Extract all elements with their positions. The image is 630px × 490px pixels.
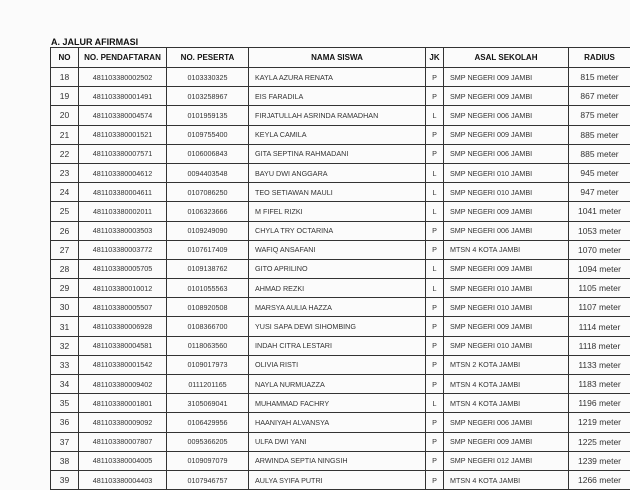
cell-nama-siswa: EIS FARADILA [249, 87, 426, 106]
cell-asal-sekolah: SMP NEGERI 012 JAMBI [444, 451, 569, 470]
cell-radius: 1196 meter [569, 394, 630, 413]
cell-no: 28 [51, 259, 79, 278]
header-nama-siswa: NAMA SISWA [249, 48, 426, 68]
cell-asal-sekolah: SMP NEGERI 010 JAMBI [444, 279, 569, 298]
cell-jk: P [426, 240, 444, 259]
cell-jk: P [426, 317, 444, 336]
cell-nama-siswa: TEO SETIAWAN MAULI [249, 183, 426, 202]
cell-jk: P [426, 125, 444, 144]
cell-no-pendaftaran: 481103380005507 [79, 298, 167, 317]
cell-no-peserta: 0103258967 [167, 87, 249, 106]
cell-no-pendaftaran: 481103380003772 [79, 240, 167, 259]
cell-radius: 815 meter [569, 68, 630, 87]
cell-no-peserta: 3105069041 [167, 394, 249, 413]
cell-nama-siswa: MARSYA AULIA HAZZA [249, 298, 426, 317]
cell-no-pendaftaran: 481103380001801 [79, 394, 167, 413]
cell-asal-sekolah: SMP NEGERI 009 JAMBI [444, 202, 569, 221]
cell-no-peserta: 0109755400 [167, 125, 249, 144]
cell-no-pendaftaran: 481103380004005 [79, 451, 167, 470]
cell-asal-sekolah: MTSN 4 KOTA JAMBI [444, 375, 569, 394]
cell-asal-sekolah: MTSN 4 KOTA JAMBI [444, 394, 569, 413]
cell-jk: P [426, 336, 444, 355]
cell-asal-sekolah: SMP NEGERI 009 JAMBI [444, 259, 569, 278]
cell-asal-sekolah: SMP NEGERI 009 JAMBI [444, 87, 569, 106]
cell-asal-sekolah: SMP NEGERI 009 JAMBI [444, 432, 569, 451]
cell-asal-sekolah: SMP NEGERI 009 JAMBI [444, 68, 569, 87]
cell-radius: 1183 meter [569, 375, 630, 394]
header-asal-sekolah: ASAL SEKOLAH [444, 48, 569, 68]
cell-jk: P [426, 413, 444, 432]
table-row [51, 394, 630, 413]
cell-nama-siswa: AULYA SYIFA PUTRI [249, 470, 426, 489]
header-jk: JK [426, 48, 444, 68]
cell-no-pendaftaran: 481103380010012 [79, 279, 167, 298]
cell-radius: 867 meter [569, 87, 630, 106]
cell-no: 33 [51, 355, 79, 374]
cell-radius: 1107 meter [569, 298, 630, 317]
cell-nama-siswa: GITO APRILINO [249, 259, 426, 278]
student-table [50, 47, 630, 490]
cell-radius: 1041 meter [569, 202, 630, 221]
cell-radius: 947 meter [569, 183, 630, 202]
cell-radius: 1070 meter [569, 240, 630, 259]
cell-nama-siswa: ULFA DWI YANI [249, 432, 426, 451]
table-row [51, 221, 630, 240]
cell-jk: L [426, 259, 444, 278]
cell-radius: 1118 meter [569, 336, 630, 355]
cell-asal-sekolah: SMP NEGERI 006 JAMBI [444, 221, 569, 240]
cell-no: 38 [51, 451, 79, 470]
cell-asal-sekolah: SMP NEGERI 010 JAMBI [444, 183, 569, 202]
cell-jk: L [426, 163, 444, 182]
cell-radius: 885 meter [569, 125, 630, 144]
cell-jk: L [426, 202, 444, 221]
cell-no-pendaftaran: 481103380001542 [79, 355, 167, 374]
cell-asal-sekolah: SMP NEGERI 006 JAMBI [444, 144, 569, 163]
cell-radius: 1266 meter [569, 470, 630, 489]
cell-no-peserta: 0109249090 [167, 221, 249, 240]
cell-no-pendaftaran: 481103380009402 [79, 375, 167, 394]
cell-no-peserta: 0109097079 [167, 451, 249, 470]
table-row [51, 317, 630, 336]
cell-jk: P [426, 451, 444, 470]
cell-no-peserta: 0107617409 [167, 240, 249, 259]
header-no-peserta: NO. PESERTA [167, 48, 249, 68]
cell-nama-siswa: M FIFEL RIZKI [249, 202, 426, 221]
cell-nama-siswa: FIRJATULLAH ASRINDA RAMADHAN [249, 106, 426, 125]
table-row [51, 125, 630, 144]
cell-no: 26 [51, 221, 79, 240]
cell-radius: 945 meter [569, 163, 630, 182]
table-row [51, 183, 630, 202]
cell-no: 31 [51, 317, 79, 336]
cell-asal-sekolah: SMP NEGERI 010 JAMBI [444, 298, 569, 317]
cell-no: 29 [51, 279, 79, 298]
cell-jk: P [426, 432, 444, 451]
cell-nama-siswa: WAFIQ ANSAFANI [249, 240, 426, 259]
table-row [51, 298, 630, 317]
cell-asal-sekolah: SMP NEGERI 006 JAMBI [444, 106, 569, 125]
cell-jk: P [426, 87, 444, 106]
cell-no-peserta: 0095366205 [167, 432, 249, 451]
cell-no: 20 [51, 106, 79, 125]
cell-no-peserta: 0108366700 [167, 317, 249, 336]
cell-no-pendaftaran: 481103380007571 [79, 144, 167, 163]
cell-asal-sekolah: SMP NEGERI 006 JAMBI [444, 413, 569, 432]
cell-no: 19 [51, 87, 79, 106]
table-row [51, 163, 630, 182]
cell-no: 23 [51, 163, 79, 182]
cell-no-pendaftaran: 481103380002502 [79, 68, 167, 87]
cell-jk: P [426, 355, 444, 374]
cell-nama-siswa: KEYLA CAMILA [249, 125, 426, 144]
cell-jk: P [426, 298, 444, 317]
cell-jk: L [426, 394, 444, 413]
cell-asal-sekolah: MTSN 4 KOTA JAMBI [444, 470, 569, 489]
cell-jk: L [426, 106, 444, 125]
cell-nama-siswa: KAYLA AZURA RENATA [249, 68, 426, 87]
cell-asal-sekolah: MTSN 2 KOTA JAMBI [444, 355, 569, 374]
cell-no: 27 [51, 240, 79, 259]
cell-radius: 1133 meter [569, 355, 630, 374]
cell-no: 24 [51, 183, 79, 202]
cell-radius: 875 meter [569, 106, 630, 125]
cell-jk: P [426, 375, 444, 394]
cell-no-peserta: 0094403548 [167, 163, 249, 182]
cell-no-peserta: 0106323666 [167, 202, 249, 221]
cell-no-pendaftaran: 481103380001491 [79, 87, 167, 106]
table-header-row [51, 48, 630, 68]
table-row [51, 202, 630, 221]
cell-nama-siswa: MUHAMMAD FACHRY [249, 394, 426, 413]
table-row [51, 144, 630, 163]
cell-no-peserta: 0106429956 [167, 413, 249, 432]
cell-no-peserta: 0107086250 [167, 183, 249, 202]
cell-radius: 1114 meter [569, 317, 630, 336]
table-row [51, 413, 630, 432]
cell-no-peserta: 0118063560 [167, 336, 249, 355]
cell-no-peserta: 0101055563 [167, 279, 249, 298]
cell-radius: 1239 meter [569, 451, 630, 470]
cell-jk: P [426, 470, 444, 489]
cell-nama-siswa: OLIVIA RISTI [249, 355, 426, 374]
cell-no: 30 [51, 298, 79, 317]
table-row [51, 106, 630, 125]
table-row [51, 470, 630, 489]
cell-no: 34 [51, 375, 79, 394]
section-title: A. JALUR AFIRMASI [51, 37, 138, 47]
cell-no: 21 [51, 125, 79, 144]
header-no-pendaftaran: NO. PENDAFTARAN [79, 48, 167, 68]
table-row [51, 259, 630, 278]
cell-no-peserta: 0108920508 [167, 298, 249, 317]
cell-no: 18 [51, 68, 79, 87]
cell-no-peserta: 0101959135 [167, 106, 249, 125]
cell-no-pendaftaran: 481103380004611 [79, 183, 167, 202]
cell-asal-sekolah: SMP NEGERI 009 JAMBI [444, 317, 569, 336]
cell-no: 22 [51, 144, 79, 163]
cell-jk: L [426, 279, 444, 298]
cell-no-pendaftaran: 481103380007807 [79, 432, 167, 451]
cell-nama-siswa: ARWINDA SEPTIA NINGSIH [249, 451, 426, 470]
cell-no-peserta: 0109017973 [167, 355, 249, 374]
cell-asal-sekolah: SMP NEGERI 010 JAMBI [444, 336, 569, 355]
cell-no: 37 [51, 432, 79, 451]
cell-jk: P [426, 144, 444, 163]
cell-no-pendaftaran: 481103380004612 [79, 163, 167, 182]
cell-nama-siswa: BAYU DWI ANGGARA [249, 163, 426, 182]
header-no: NO [51, 48, 79, 68]
header-radius: RADIUS [569, 48, 630, 68]
cell-no-pendaftaran: 481103380001521 [79, 125, 167, 144]
cell-no-peserta: 0106006843 [167, 144, 249, 163]
cell-radius: 1225 meter [569, 432, 630, 451]
cell-nama-siswa: GITA SEPTINA RAHMADANI [249, 144, 426, 163]
cell-no-peserta: 0111201165 [167, 375, 249, 394]
table-row [51, 68, 630, 87]
cell-nama-siswa: INDAH CITRA LESTARI [249, 336, 426, 355]
cell-no-pendaftaran: 481103380002011 [79, 202, 167, 221]
cell-asal-sekolah: MTSN 4 KOTA JAMBI [444, 240, 569, 259]
cell-no: 32 [51, 336, 79, 355]
cell-jk: P [426, 68, 444, 87]
cell-no-peserta: 0107946757 [167, 470, 249, 489]
table-row [51, 240, 630, 259]
table-row [51, 375, 630, 394]
cell-no-pendaftaran: 481103380006928 [79, 317, 167, 336]
cell-no-pendaftaran: 481103380009092 [79, 413, 167, 432]
cell-radius: 885 meter [569, 144, 630, 163]
cell-nama-siswa: NAYLA NURMUAZZA [249, 375, 426, 394]
cell-radius: 1053 meter [569, 221, 630, 240]
cell-radius: 1219 meter [569, 413, 630, 432]
cell-asal-sekolah: SMP NEGERI 010 JAMBI [444, 163, 569, 182]
cell-no-pendaftaran: 481103380004403 [79, 470, 167, 489]
cell-jk: P [426, 221, 444, 240]
cell-jk: L [426, 183, 444, 202]
table-row [51, 336, 630, 355]
cell-no: 36 [51, 413, 79, 432]
cell-no-peserta: 0103330325 [167, 68, 249, 87]
cell-radius: 1105 meter [569, 279, 630, 298]
table-row [51, 432, 630, 451]
cell-nama-siswa: HAANIYAH ALVANSYA [249, 413, 426, 432]
cell-no-pendaftaran: 481103380004581 [79, 336, 167, 355]
cell-no-pendaftaran: 481103380003503 [79, 221, 167, 240]
cell-radius: 1094 meter [569, 259, 630, 278]
cell-nama-siswa: CHYLA TRY OCTARINA [249, 221, 426, 240]
table-row [51, 279, 630, 298]
cell-no-pendaftaran: 481103380005705 [79, 259, 167, 278]
cell-nama-siswa: YUSI SAPA DEWI SIHOMBING [249, 317, 426, 336]
cell-nama-siswa: AHMAD REZKI [249, 279, 426, 298]
cell-no: 39 [51, 470, 79, 489]
table-row [51, 355, 630, 374]
cell-asal-sekolah: SMP NEGERI 009 JAMBI [444, 125, 569, 144]
cell-no: 25 [51, 202, 79, 221]
cell-no-pendaftaran: 481103380004574 [79, 106, 167, 125]
table-row [51, 87, 630, 106]
cell-no: 35 [51, 394, 79, 413]
table-row [51, 451, 630, 470]
cell-no-peserta: 0109138762 [167, 259, 249, 278]
